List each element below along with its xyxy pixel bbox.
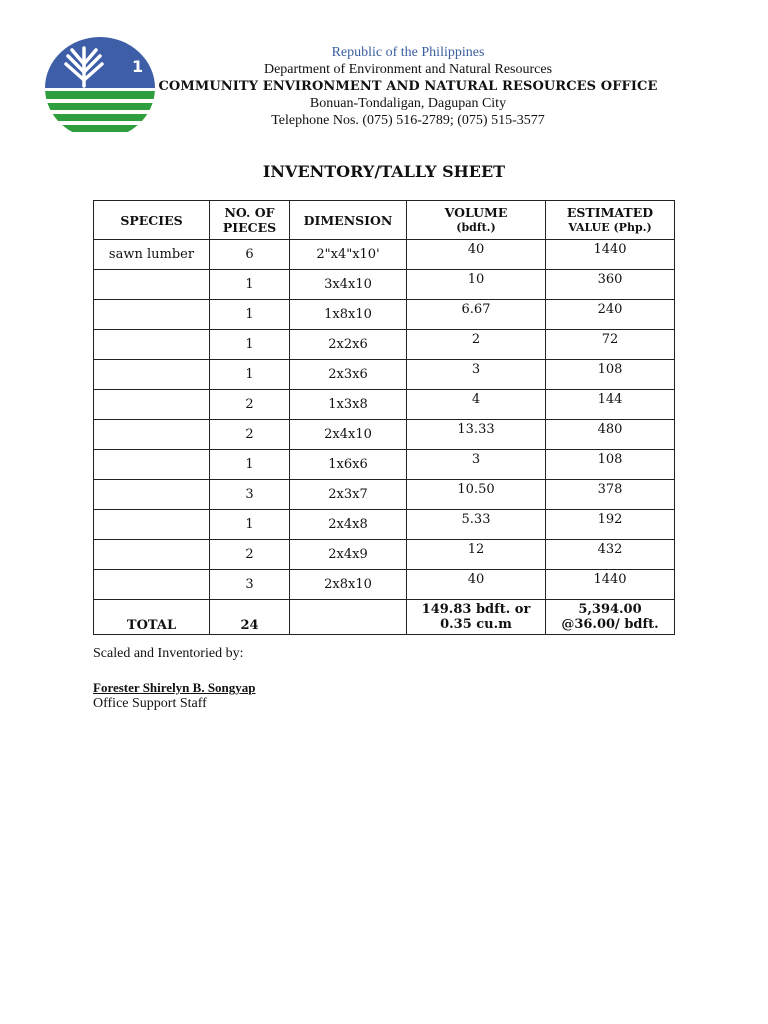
cell-species	[94, 330, 210, 360]
cell-species	[94, 360, 210, 390]
cell-dimension: 2x8x10	[290, 570, 407, 600]
cell-species	[94, 420, 210, 450]
cell-dimension: 3x4x10	[290, 270, 407, 300]
cell-value: 480	[546, 420, 675, 450]
cell-species	[94, 510, 210, 540]
cell-pieces: 1	[210, 300, 290, 330]
republic-line: Republic of the Philippines	[331, 45, 485, 60]
cell-value: 144	[546, 390, 675, 420]
cell-volume: 13.33	[407, 420, 546, 450]
cell-species	[94, 570, 210, 600]
table-row	[94, 570, 675, 600]
cell-species	[94, 270, 210, 300]
total-dimension	[290, 600, 407, 635]
cell-volume: 2	[407, 330, 546, 360]
tally-table	[93, 200, 675, 635]
cell-volume: 10.50	[407, 480, 546, 510]
cell-species	[94, 390, 210, 420]
cell-value: 378	[546, 480, 675, 510]
cell-volume: 3	[407, 360, 546, 390]
address-line: Bonuan-Tondaligan, Dagupan City	[309, 96, 507, 111]
table-row	[94, 510, 675, 540]
cell-dimension: 1x8x10	[290, 300, 407, 330]
telephone-line: Telephone Nos. (075) 516-2789; (075) 515-3577	[271, 113, 545, 128]
cell-pieces: 3	[210, 480, 290, 510]
cell-dimension: 2"x4"x10'	[290, 240, 407, 270]
total-row	[94, 600, 675, 635]
table-row	[94, 450, 675, 480]
cell-value: 360	[546, 270, 675, 300]
header-pieces: NO. OF PIECES	[210, 201, 290, 240]
letterhead	[150, 44, 666, 129]
cell-pieces: 2	[210, 420, 290, 450]
cell-pieces: 6	[210, 240, 290, 270]
cell-pieces: 1	[210, 360, 290, 390]
cell-value: 432	[546, 540, 675, 570]
table-row	[94, 360, 675, 390]
office-line: COMMUNITY ENVIRONMENT AND NATURAL RESOURCES OFFICE	[158, 79, 658, 94]
cell-dimension: 1x3x8	[290, 390, 407, 420]
scaled-by-label: Scaled and Inventoried by:	[93, 646, 244, 661]
cell-volume: 10	[407, 270, 546, 300]
cell-volume: 40	[407, 570, 546, 600]
cell-pieces: 1	[210, 330, 290, 360]
total-label: TOTAL	[94, 600, 210, 635]
cell-dimension: 2x3x7	[290, 480, 407, 510]
table-row	[94, 480, 675, 510]
cell-dimension: 2x4x8	[290, 510, 407, 540]
cell-dimension: 2x4x9	[290, 540, 407, 570]
cell-species: sawn lumber	[94, 240, 210, 270]
table-row	[94, 330, 675, 360]
cell-volume: 4	[407, 390, 546, 420]
cell-species	[94, 450, 210, 480]
cell-value: 192	[546, 510, 675, 540]
cell-volume: 3	[407, 450, 546, 480]
header-value: ESTIMATED VALUE (Php.)	[546, 201, 675, 240]
header-dimension: DIMENSION	[290, 201, 407, 240]
table-row	[94, 240, 675, 270]
cell-pieces: 1	[210, 510, 290, 540]
cell-volume: 5.33	[407, 510, 546, 540]
cell-species	[94, 300, 210, 330]
cell-dimension: 2x3x6	[290, 360, 407, 390]
cell-volume: 40	[407, 240, 546, 270]
table-row	[94, 270, 675, 300]
cell-species	[94, 540, 210, 570]
table-row	[94, 300, 675, 330]
table-row	[94, 390, 675, 420]
cell-volume: 6.67	[407, 300, 546, 330]
total-volume: 149.83 bdft. or 0.35 cu.m	[407, 600, 546, 635]
header-species: SPECIES	[94, 201, 210, 240]
cell-pieces: 2	[210, 540, 290, 570]
cell-value: 240	[546, 300, 675, 330]
table-header-row	[94, 201, 675, 240]
cell-dimension: 2x2x6	[290, 330, 407, 360]
denr-logo	[44, 36, 156, 140]
cell-dimension: 1x6x6	[290, 450, 407, 480]
cell-value: 1440	[546, 240, 675, 270]
cell-pieces: 1	[210, 270, 290, 300]
forester-role: Office Support Staff	[93, 696, 207, 711]
cell-value: 108	[546, 450, 675, 480]
cell-species	[94, 480, 210, 510]
forester-name: Forester Shirelyn B. Songyap	[93, 680, 256, 695]
cell-volume: 12	[407, 540, 546, 570]
cell-pieces: 1	[210, 450, 290, 480]
total-pieces: 24	[210, 600, 290, 635]
department-line: Department of Environment and Natural Resources	[263, 62, 553, 77]
cell-pieces: 3	[210, 570, 290, 600]
cell-value: 1440	[546, 570, 675, 600]
cell-pieces: 2	[210, 390, 290, 420]
total-value: 5,394.00 @36.00/ bdft.	[546, 600, 675, 635]
table-row	[94, 420, 675, 450]
cell-value: 72	[546, 330, 675, 360]
table-row	[94, 540, 675, 570]
logo-number: 1	[132, 57, 144, 76]
cell-value: 108	[546, 360, 675, 390]
header-volume: VOLUME (bdft.)	[407, 201, 546, 240]
cell-dimension: 2x4x10	[290, 420, 407, 450]
document-title: INVENTORY/TALLY SHEET	[262, 162, 506, 181]
